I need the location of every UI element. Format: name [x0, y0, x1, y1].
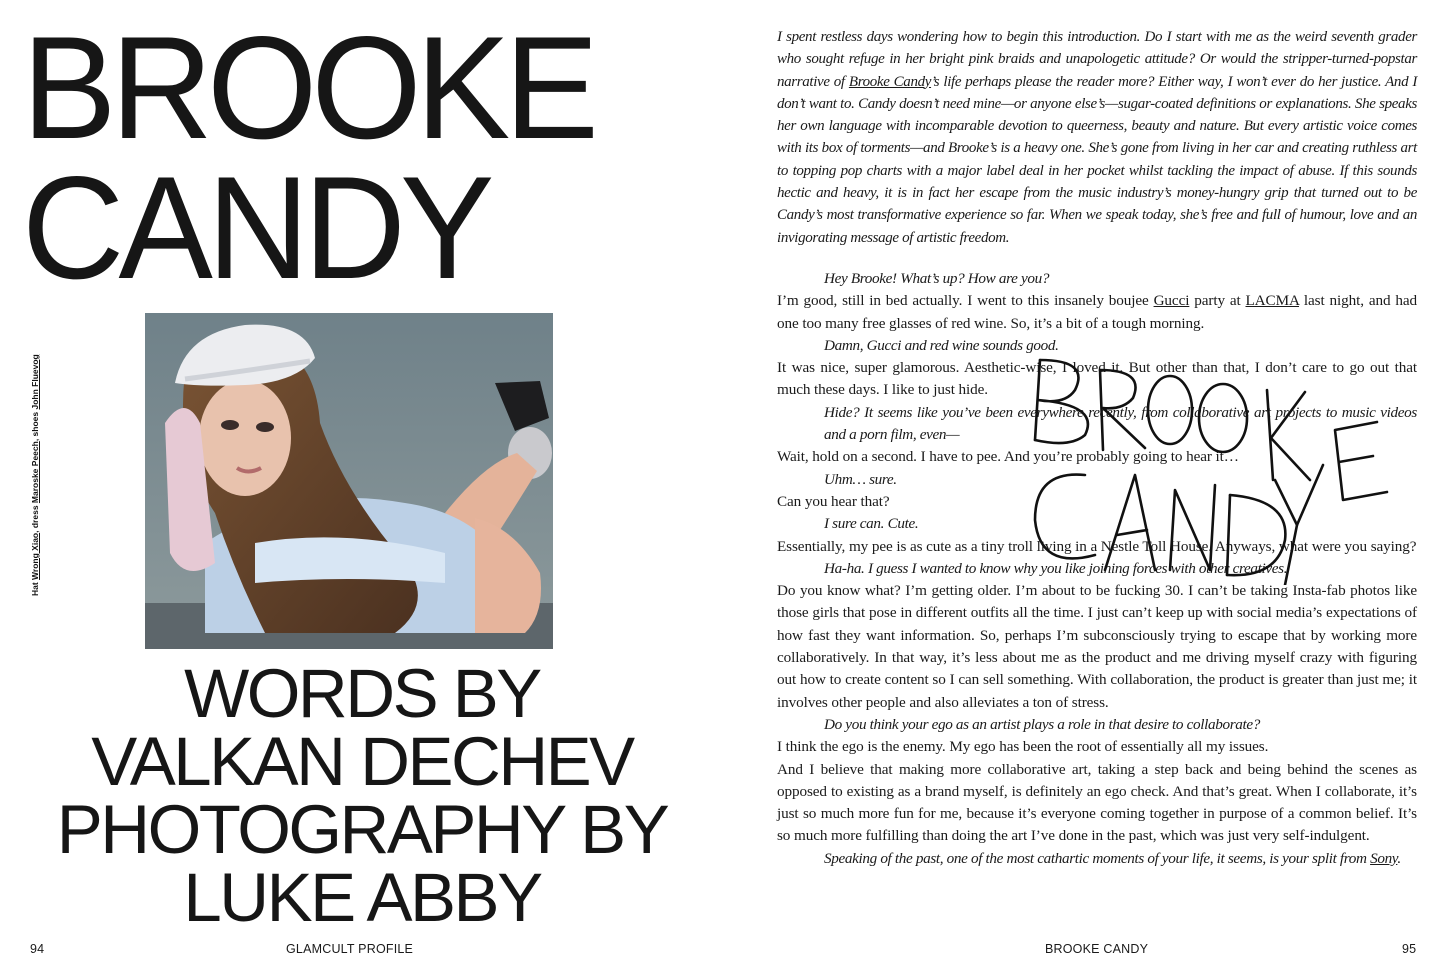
credit-shoes-link[interactable]: John Fluevog: [30, 354, 40, 410]
article-title: [22, 6, 682, 309]
answer: Can you hear that?: [777, 492, 890, 510]
credit-dress-link[interactable]: Maroske Peech: [30, 441, 40, 504]
byline-writer: VALKAN DECHEV: [91, 723, 633, 800]
lacma-link[interactable]: LACMA: [1245, 292, 1300, 310]
question: Uhm… sure.: [824, 470, 897, 488]
byline: [22, 655, 702, 936]
sony-link[interactable]: Sony: [1370, 849, 1398, 867]
answer: I think the ego is the enemy. My ego has been the root of essentially all my issues.: [777, 738, 1269, 756]
answer: I’m good, still in bed actually. I went to this insanely boujee Gucci party at LACMA last night, and had one too many free glasses of red wine. So, it’s a bit of a tough morning.: [777, 292, 1417, 332]
intro-link-brooke-candy[interactable]: Brooke Candy: [848, 73, 932, 90]
section-label-right: BROOKE CANDY: [1045, 942, 1149, 956]
question: Ha-ha. I guess I wanted to know why you like joining forces with other creatives.: [824, 559, 1288, 577]
question: Hey Brooke! What’s up? How are you?: [824, 270, 1050, 287]
title-line-2: CANDY: [22, 146, 489, 309]
question: Do you think your ego as an artist plays a role in that desire to collaborate?: [824, 715, 1261, 733]
answer: It was nice, super glamorous. Aesthetic-wise, I loved it. But other than that, I don’t care to go out that much these days. I like to just hide.: [777, 359, 1417, 399]
byline-photography-label: PHOTOGRAPHY BY: [56, 791, 668, 868]
title-line-1: BROOKE: [22, 6, 594, 169]
portrait-photo: [145, 313, 553, 649]
section-label-left: GLAMCULT PROFILE: [286, 942, 414, 956]
gucci-link[interactable]: Gucci: [1153, 292, 1190, 310]
intro-paragraph: I spent restless days wondering how to begin this introduction. Do I start with me as the weird seventh grader who sought refuge in her bright pink braids and unapologetic attitude? Or would the stripper-turned-popstar narrative of Brooke Candy’s life perhaps please the reader more? Either way, I won’t ever do her justice. And I don’t want to. Candy doesn’t need mine—or anyone else’s—sugar-coated definitions or explanations. She speaks her own language with incomparable devotion to queerness, beauty and nature. But every artistic voice comes with its box of torments—and Brooke’s is a heavy one. She’s gone from living in her car and creating ruthless art to topping pop charts with a major label deal in her pocket whilst tackling the impact of abuse. If this sounds hectic and heavy, it is in fact her escape from the music industry’s money-hungry grip that turned out to be Candy’s most transformative experience so far. When we speak today, she’s free and full of humour, love and an invigorating message of artistic freedom.: [777, 29, 1417, 246]
byline-photographer: LUKE ABBY: [183, 859, 541, 936]
credit-hat-link[interactable]: Wrong Xiao: [30, 532, 40, 580]
question: Hide? It seems like you’ve been everywhere recently, from collaborative art projects to music videos and a porn film, even—: [824, 403, 1417, 444]
answer: Wait, hold on a second. I have to pee. And you’re probably going to hear it…: [777, 448, 1239, 466]
portrait-illustration: [145, 313, 553, 649]
answer: Essentially, my pee is as cute as a tiny troll living in a Nestle Toll House. Anyways, what were you saying?: [777, 537, 1417, 555]
answer: Do you know what? I’m getting older. I’m about to be fucking 30. I can’t be taking Insta-fab photos like those girls that pose in different outfits all the time. I just can’t keep up with social media’s expectations of how fast they want information. So, perhaps I’m subconsciously trying to escape that by working more collaboratively. In that way, it’s less about me as the product and me driving myself crazy with figuring out how to create content so I can sell something. With collaboration, the product is greater than just me; it involves other people and also alleviates a ton of stress.: [777, 582, 1417, 711]
photo-credit: Hat Wrong Xiao, dress Maroske Peech, shoes John Fluevog: [30, 354, 40, 596]
question: I sure can. Cute.: [824, 515, 919, 533]
page-number-right: 95: [1402, 942, 1417, 956]
interview-body: [777, 268, 1417, 870]
question: Speaking of the past, one of the most cathartic moments of your life, it seems, is your split from Sony.: [824, 849, 1401, 867]
byline-words-label: WORDS BY: [184, 655, 540, 732]
answer: And I believe that making more collaborative art, taking a step back and being behind the scenes as opposed to existing as a brand myself, is definitely an ego check. And that’s great. When I collaborate, it’s just so much more fun for me, because it’s everyone coming together in purpose of a common belief. It’s so much more fulfilling than doing the art I’ve done in the past, which was just very self-indulgent.: [777, 760, 1417, 845]
question: Damn, Gucci and red wine sounds good.: [824, 336, 1059, 354]
page-number-left: 94: [30, 942, 45, 956]
